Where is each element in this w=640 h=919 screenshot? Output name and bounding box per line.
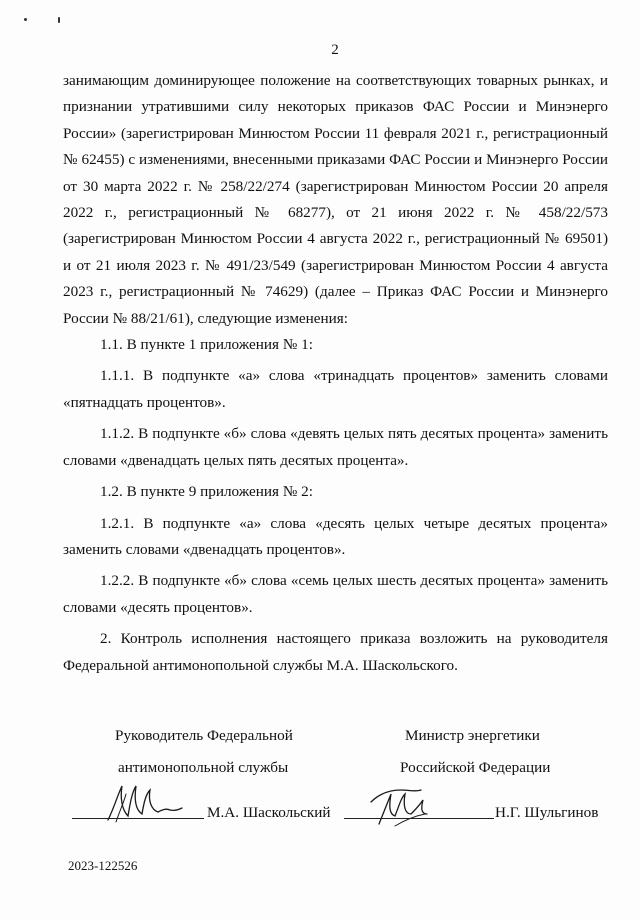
paragraph-intro-continuation: занимающим доминирующее положение на соответствующих товарных рынках, и признании утратившими силу некоторых приказов ФАС России и Минэнерго России» (зарегистрирован Минюстом России 11 февраля 2021 г., регистрационный № 62455) с изменениями, внесенными приказами ФАС России и Минэнерго России от 30 марта 2022 г. № 258/22/274 (зарегистрирован Минюстом России 20 апреля 2022 г., регистрационный № 68277), от 21 июня 2022 г. № 458/22/573 (зарегистрирован Минюстом России 4 августа 2022 г., регистрационный № 69501) и от 21 июля 2023 г. № 491/23/549 (зарегистрирован Минюстом России 4 августа 2023 г., регистрационный № 74629) (далее – Приказ ФАС России и Минэнерго России № 88/21/61), следующие изменения: (63, 72, 608, 327)
signatory-left-title-line1: Руководитель Федеральной (115, 727, 293, 744)
signatory-right-title-line2: Российской Федерации (400, 759, 551, 776)
signatory-left-title-line2: антимонопольной службы (118, 759, 289, 776)
paragraph-1-2-1: 1.2.1. В подпункте «а» слова «десять целых четыре десятых процента» заменить словами «двенадцать процентов». (63, 514, 608, 558)
signature-line-right (344, 818, 494, 819)
signatory-right-title-line1: Министр энергетики (405, 727, 540, 744)
paragraph-2: 2. Контроль исполнения настоящего приказа возложить на руководителя Федеральной антимонопольной службы М.А. Шаскольского. (63, 630, 608, 674)
page-number: 2 (331, 42, 339, 58)
paragraph-1-2: 1.2. В пункте 9 приложения № 2: (100, 483, 313, 501)
document-registration-code: 2023-122526 (68, 858, 138, 873)
paragraph-1-2-2: 1.2.2. В подпункте «б» слова «семь целых шесть десятых процента» заменить словами «десять процентов». (63, 572, 608, 616)
signatory-right-title (400, 723, 600, 781)
paragraph-1-1: 1.1. В пункте 1 приложения № 1: (100, 336, 313, 354)
handwritten-signature-right (365, 780, 445, 828)
document-body (63, 68, 608, 679)
signatory-left-title (115, 723, 315, 781)
paragraph-1-1-1: 1.1.1. В подпункте «а» слова «тринадцать процентов» заменить словами «пятнадцать процентов». (63, 367, 608, 411)
signatory-right-name: Н.Г. Шульгинов (495, 804, 599, 821)
signatory-left-name: М.А. Шаскольский (207, 804, 331, 821)
scan-artifact (24, 18, 27, 21)
signature-line-left (72, 818, 204, 819)
paragraph-1-1-2: 1.1.2. В подпункте «б» слова «девять целых пять десятых процента» заменить словами «двенадцать целых пять десятых процента». (63, 425, 608, 469)
scan-artifact (58, 17, 60, 23)
